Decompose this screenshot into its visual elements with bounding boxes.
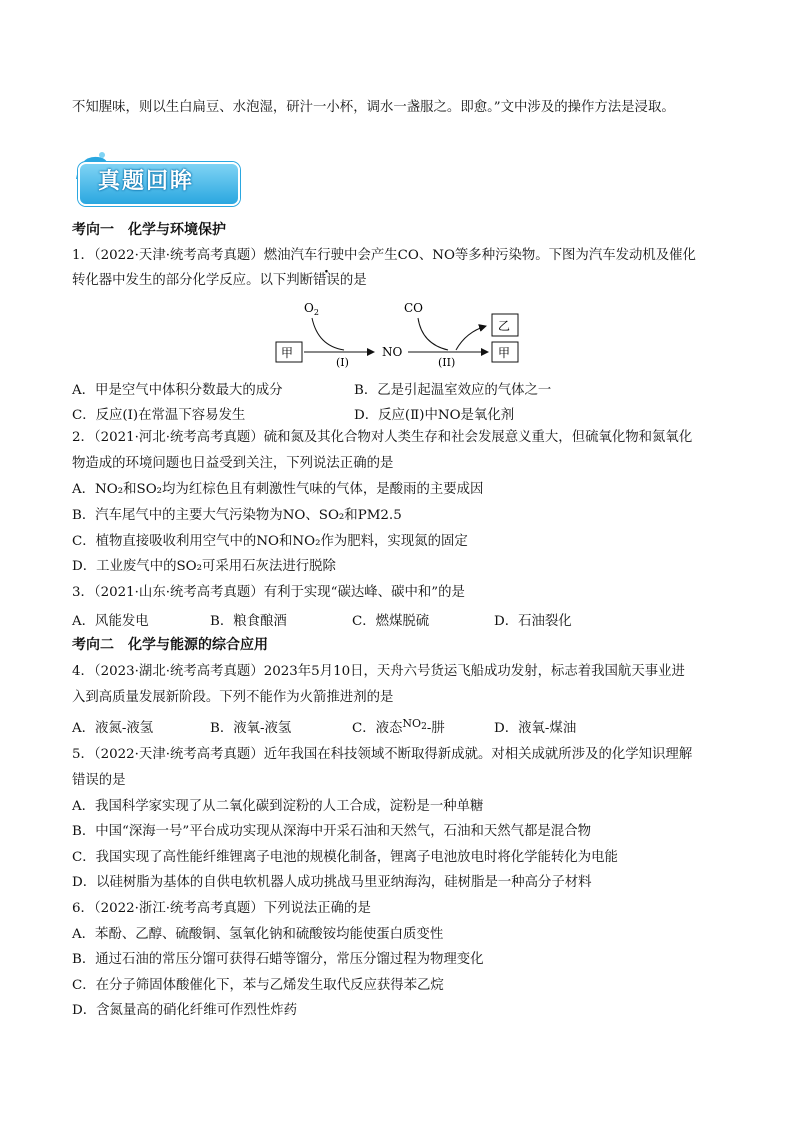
- q1-option-a[interactable]: A．甲是空气中体积分数最大的成分: [72, 383, 283, 398]
- q6-option-b[interactable]: B．通过石油的常压分馏可获得石蜡等馏分，常压分馏过程为物理变化: [72, 952, 484, 967]
- co-label: CO: [404, 301, 424, 315]
- reaction-2-label: (II): [438, 356, 456, 368]
- q3-line-1: 3．（2021·山东·统考高考真题）有利于实现“碳达峰、碳中和”的是: [72, 585, 465, 600]
- q5-option-c[interactable]: C．我国实现了高性能纤维锂离子电池的规模化制备，锂离子电池放电时将化学能转化为电能: [72, 850, 618, 865]
- q4-line-2: 入到高质量发展新阶段。下列不能作为火箭推进剂的是: [72, 690, 394, 705]
- q4-options-row: [72, 717, 576, 737]
- q1-line-2-pre: 转化器中发生的部分化学反应。以下判断: [72, 273, 314, 288]
- q6-option-c[interactable]: C．在分子筛固体酸催化下，苯与乙烯发生取代反应获得苯乙烷: [72, 978, 444, 993]
- q6-line-1: 6．（2022·浙江·统考高考真题）下列说法正确的是: [72, 901, 371, 916]
- q1-line-1: 1．（2022·天津·统考高考真题）燃油汽车行驶中会产生CO、NO等多种污染物。下图为汽车发动机及催化: [72, 248, 696, 263]
- q5-option-a[interactable]: A．我国科学家实现了从二氧化碳到淀粉的人工合成，淀粉是一种单糖: [72, 799, 484, 814]
- q3-option-c[interactable]: C．燃煤脱硫: [352, 614, 430, 629]
- q1-option-b[interactable]: B．乙是引起温室效应的气体之一: [354, 383, 552, 398]
- q1-option-d[interactable]: D．反应(Ⅱ)中NO是氧化剂: [354, 408, 515, 423]
- reaction-diagram: [270, 298, 530, 368]
- q1-dotted-word: 错误: [313, 273, 340, 288]
- box-yi-text: 乙: [498, 319, 511, 333]
- q5-line-2: 错误的是: [72, 773, 126, 788]
- q5-option-b[interactable]: B．中国“深海一号”平台成功实现从深海中开采石油和天然气，石油和天然气都是混合物: [72, 824, 591, 839]
- q5-option-d[interactable]: D．以硅树脂为基体的自供电软机器人成功挑战马里亚纳海沟，硅树脂是一种高分子材料: [72, 875, 592, 890]
- arrow-branch: [456, 326, 486, 350]
- q6-option-d[interactable]: D．含氮量高的硝化纤维可作烈性炸药: [72, 1003, 297, 1018]
- curve-o2: [312, 318, 344, 350]
- section-2-title: 考向二 化学与能源的综合应用: [72, 637, 268, 653]
- q3-options-row: [72, 610, 572, 629]
- top-paragraph-line: 不知腥味，则以生白扁豆、水泡湿，研汁一小杯，调水一盏服之。即愈。”文中涉及的操作方法是浸取。: [72, 100, 675, 115]
- curve-co: [418, 318, 448, 350]
- q2-option-c[interactable]: C．植物直接吸收利用空气中的NO和NO₂作为肥料，实现氮的固定: [72, 534, 468, 549]
- q4-option-b[interactable]: B．液氧-液氢: [210, 721, 292, 736]
- q2-line-2: 物造成的环境问题也日益受到关注，下列说法正确的是: [72, 456, 394, 471]
- q2-line-1: 2．（2021·河北·统考高考真题）硫和氮及其化合物对人类生存和社会发展意义重大，但硫氧化物和氮氧化: [72, 430, 693, 445]
- section-banner: [72, 155, 238, 205]
- reaction-1-label: (I): [336, 356, 349, 368]
- q6-option-a[interactable]: A．苯酚、乙醇、硫酸铜、氢氧化钠和硫酸铵均能使蛋白质变性: [72, 927, 444, 942]
- q1-line-2: [72, 272, 367, 290]
- q2-option-d[interactable]: D．工业废气中的SO₂可采用石灰法进行脱除: [72, 559, 336, 574]
- no-label: NO: [382, 345, 403, 359]
- box-jia-left-text: 甲: [281, 346, 294, 360]
- q4-option-c-formula: NO2: [402, 717, 427, 732]
- banner-title: 真题回眸: [98, 169, 195, 194]
- q3-option-d[interactable]: D．石油裂化: [494, 614, 572, 629]
- q4-line-1: 4．（2023·湖北·统考高考真题）2023年5月10日，天舟六号货运飞船成功发射，标志着我国航天事业进: [72, 664, 685, 679]
- q1-line-2-post: 的是: [339, 273, 367, 288]
- q4-option-d[interactable]: D．液氧-煤油: [494, 721, 577, 736]
- q4-option-c-pre: C．液态: [352, 721, 403, 736]
- q4-option-c[interactable]: [352, 717, 494, 737]
- q3-option-b[interactable]: B．粮食酿酒: [210, 614, 287, 629]
- section-1-title: 考向一 化学与环境保护: [72, 222, 226, 238]
- q3-option-a[interactable]: A．风能发电: [72, 614, 149, 629]
- q1-options-row-2: [72, 404, 514, 423]
- q4-option-a[interactable]: A．液氮-液氢: [72, 721, 154, 736]
- o2-label: $O_2$: [304, 301, 319, 317]
- q1-options-row-1: [72, 379, 551, 398]
- box-jia-right-text: 甲: [498, 346, 511, 360]
- q2-option-b[interactable]: B．汽车尾气中的主要大气污染物为NO、SO₂和PM2.5: [72, 508, 402, 523]
- q1-option-c[interactable]: C．反应(Ⅰ)在常温下容易发生: [72, 408, 246, 423]
- q2-option-a[interactable]: A．NO₂和SO₂均为红棕色且有刺激性气味的气体，是酸雨的主要成因: [72, 482, 484, 497]
- q4-option-c-post: -肼: [426, 721, 445, 736]
- q5-line-1: 5．（2022·天津·统考高考真题）近年我国在科技领域不断取得新成就。对相关成就所涉及的化学知识理解: [72, 747, 693, 762]
